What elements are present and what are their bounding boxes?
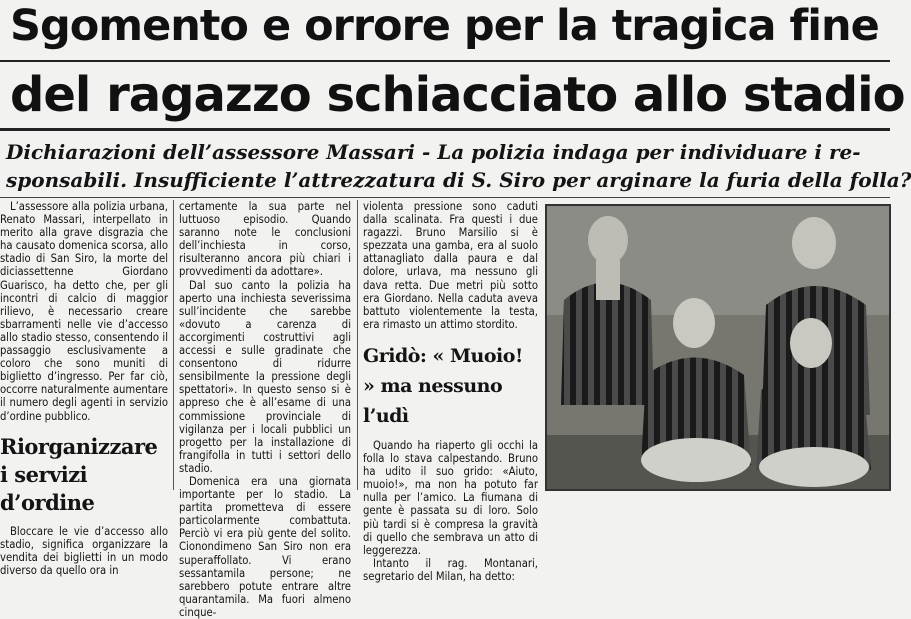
section-heading-grido: Gridò: « Muoio! » ma nessuno l’udì [363,344,523,427]
column-1-paragraph-1: L’assessore alla polizia urbana, Renato Massari, interpellato in merito alla grave disgrazia che ha causato domenica scorsa, allo stadio di San Siro, la morte del diciassettenne Giordano Guarisco, ha detto che, per gli incontri di calcio di maggior rilievo, è necessario creare sbarramenti nelle vie d’accesso allo stadio stesso, consentendo il passaggio esclusivamente a coloro che sono muniti di biglietto d’ingresso. Per far ciò, occorre naturalmente aumentare il numero degli agenti in servizio d’ordine pubblico. [0,200,168,423]
column-3-paragraph-3: Intanto il rag. Montanari, segretario del Milan, ha detto: [363,556,538,583]
subheadline-rule [0,197,890,198]
team-photo-illustration [546,205,890,490]
article-column-2 [179,200,351,619]
article-column-1 [0,200,168,577]
section-heading-riorganizzare: Riorganizzare i servizi d’ordine [0,433,158,515]
column-divider-1 [173,200,174,490]
column-2-paragraph-3: Domenica era una giornata importante per lo stadio. La partita prometteva di essere particolarmente combattuta. Perciò vi era più gente del solito. Cionondimeno San Siro non era superaffollato. Vi erano sessantamila persone; ne sarebbero potute entrare altre quarantamila. Ma fuori almeno cinque- [179,474,351,619]
headline-line-1: Sgomento e orrore per la tragica fine [10,1,879,51]
subheadline-line-2: sponsabili. Insufficiente l’attrezzatura di S. Siro per arginare la furia della folla? [6,168,911,192]
headline-rule-bottom [0,128,890,131]
subheadline-line-1: Dichiarazioni dell’assessore Massari - La polizia indaga per individuare i re- [6,140,861,164]
column-3-paragraph-2: Quando ha riaperto gli occhi la folla lo stava calpestando. Bruno ha udito il suo grido: «Aiuto, muoio!», ma non ha potuto far nulla per l’amico. La fiumana di gente è passata su di loro. Solo più tardi si è compresa la gravità di quello che sembrava un atto di leggerezza. [363,438,538,557]
article-column-3 [363,200,538,583]
column-2-paragraph-1: certamente la sua parte nel luttuoso episodio. Quando saranno note le conclusioni dell’inchiesta in corso, risulteranno ancora più chiari i provvedimenti da adottare». [179,200,351,279]
column-3-paragraph-1: violenta pressione sono caduti dalla scalinata. Fra questi i due ragazzi. Bruno Marsilio si è spezzata una gamba, era al suolo attanagliato dalla paura e dal dolore, urlava, ma nessuno gli dava retta. Due metri più sotto era Giordano. Nella caduta aveva battuto violentemente la testa, era rimasto un attimo stordito. [363,200,538,331]
team-photo [546,205,890,490]
headline-line-2: del ragazzo schiacciato allo stadio [10,67,905,123]
column-divider-2 [357,200,358,490]
column-1-paragraph-2: Bloccare le vie d’accesso allo stadio, significa organizzare la vendita dei biglietti in un modo diverso da quello ora in [0,524,168,577]
column-2-paragraph-2: Dal suo canto la polizia ha aperto una inchiesta severissima sull’incidente che sarebbe «dovuto a carenza di accorgimenti costruttivi agli accessi e sulle gradinate che consentono di ridurre sensibilmente la pressione degli spettatori». In questo senso si è appreso che è all’esame di una commissione provinciale di vigilanza per i locali pubblici un progetto per la installazione di frangifolla in tutti i settori dello stadio. [179,278,351,475]
headline-rule-top [0,60,890,62]
